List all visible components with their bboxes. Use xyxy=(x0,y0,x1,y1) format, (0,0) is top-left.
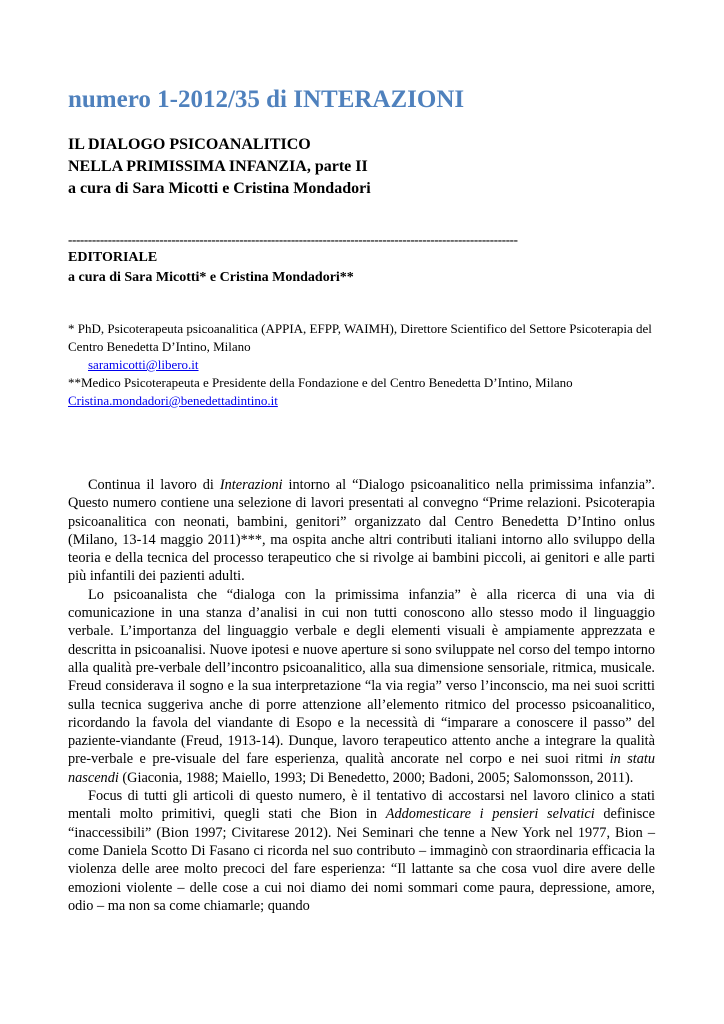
paragraph-2: Lo psicoanalista che “dialoga con la primissima infanzia” è alla ricerca di una via di comunicazione in una stanza d’analisi in cui non tutti conoscono allo stesso modo il linguaggio verbale. L’importanza del linguaggio verbale e degli elementi visuali è ampiamente apprezzata e descritta in psicoanalisi. Nuove ipotesi e nuove aperture si sono sviluppate nel corso del tempo intorno alla qualità pre-verbale dell’incontro psicoanalitico, alla sua dimensione sensoriale, ritmica, musicale. Freud considerava il sogno e la sua interpretazione “la via regia” verso l’inconscio, ma nei suoi scritti sulla tecnica suggeriva anche di porre attenzione all’elemento ritmico del processo psicoanalitico, ricordando la favola del viandante di Esopo e la necessità di “imparare a conoscere il passo” del paziente-viandante (Freud, 1913-14). Dunque, lavoro terapeutico attento anche a integrare la qualità pre-verbale e pre-visuale del fare esperienza, qualità ancorate nel corpo e nei suoi ritmi in statu nascendi (Giaconia, 1988; Maiello, 1993; Di Benedetto, 2000; Badoni, 2005; Salomonsson, 2011). xyxy=(68,586,656,786)
dashed-divider: ----------------------------------------------------------------------------------------------------------------- xyxy=(68,232,518,247)
editorial-body xyxy=(68,476,655,915)
heading-line-3: a cura di Sara Micotti e Cristina Mondadori xyxy=(68,180,371,197)
email-link-micotti[interactable]: saramicotti@libero.it xyxy=(88,357,199,372)
heading-line-1: IL DIALOGO PSICOANALITICO xyxy=(68,136,311,153)
latin-phrase: in statu nascendi xyxy=(68,751,656,786)
article-heading xyxy=(68,134,371,200)
paragraph-1: Continua il lavoro di Interazioni intorno al “Dialogo psicoanalitico nella primissima infanzia”. Questo numero contiene una selezione di lavori presentati al convegno “Prime relazioni. Psicoterapia psicoanalitica con neonati, bambini, genitori” organizzato dal Centro Benedetta D’Intino onlus (Milano, 13-14 maggio 2011)***, ma ospita anche altri contributi italiani intorno allo sviluppo della teoria e della tecnica del processo terapeutico che si rivolge ai bambini piccoli, ai genitori e alle parti più infantili dei pazienti adulti. xyxy=(68,477,655,585)
section-title: EDITORIALE xyxy=(68,250,158,265)
email-link-mondadori[interactable]: Cristina.mondadori@benedettadintino.it xyxy=(68,393,278,408)
issue-title: numero 1-2012/35 di INTERAZIONI xyxy=(68,86,465,113)
author-notes xyxy=(68,320,658,410)
book-title: Addomesticare i pensieri selvatici xyxy=(385,806,595,823)
journal-name: Interazioni xyxy=(219,477,283,493)
editorial-heading xyxy=(68,248,354,288)
author-note-2: **Medico Psicoterapeuta e Presidente della Fondazione e del Centro Benedetta D’Intino, Milano xyxy=(68,375,573,390)
author-note-1: * PhD, Psicoterapeuta psicoanalitica (APPIA, EFPP, WAIMH), Direttore Scientifico del Settore Psicoterapia del Centro Benedetta D’Intino, Milano xyxy=(68,321,652,354)
heading-line-2: NELLA PRIMISSIMA INFANZIA, parte II xyxy=(68,158,368,175)
section-authors: a cura di Sara Micotti* e Cristina Mondadori** xyxy=(68,270,354,285)
paragraph-3: Focus di tutti gli articoli di questo numero, è il tentativo di accostarsi nel lavoro clinico a stati mentali molto primitivi, quegli stati che Bion in Addomesticare i pensieri selvatici definisce “inaccessibili” (Bion 1997; Civitarese 2012). Nei Seminari che tenne a New York nel 1977, Bion – come Daniela Scotto Di Fasano ci ricorda nel suo contributo – immaginò con straordinaria efficacia la violenza delle aree molto precoci del fare esperienza: “Il lattante sa che cosa vuol dire avere delle emozioni violente – delle cose a cui noi diamo dei nomi sommari come paura, depressione, amore, odio – ma non sa come chiamarle; quando xyxy=(68,788,655,914)
